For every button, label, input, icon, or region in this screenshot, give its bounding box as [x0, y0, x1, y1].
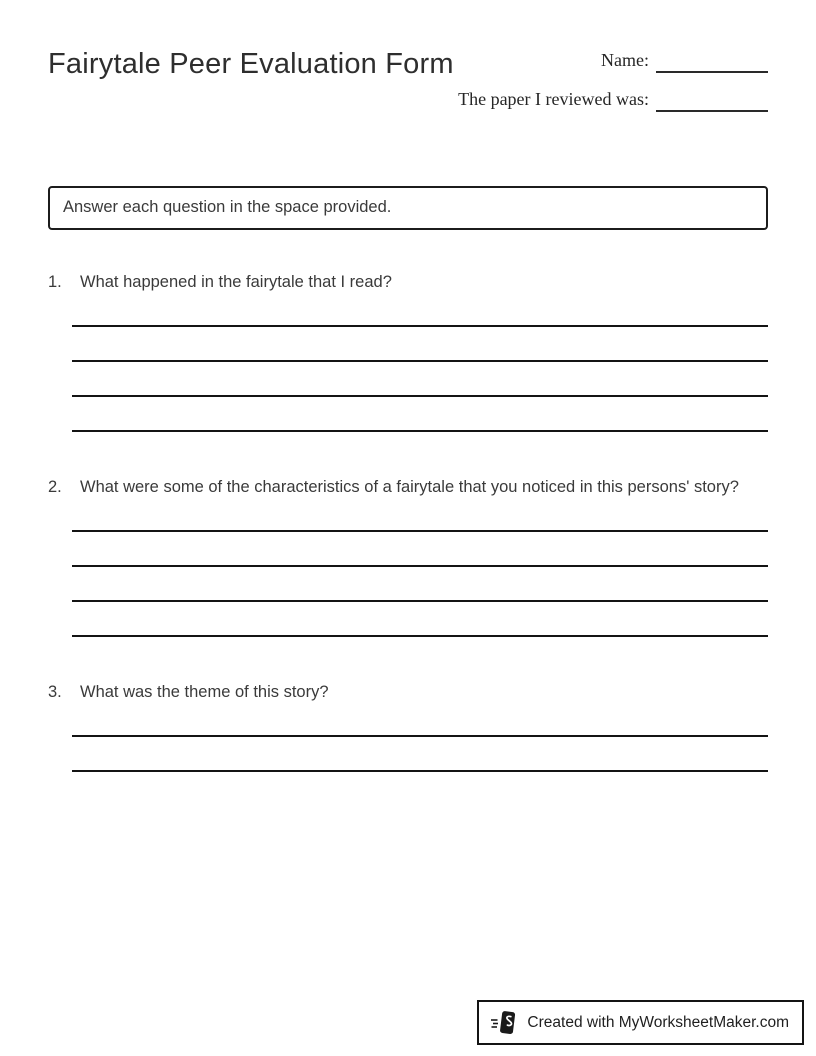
- answer-line[interactable]: [72, 702, 768, 737]
- answer-line[interactable]: [72, 497, 768, 532]
- answer-line[interactable]: [72, 567, 768, 602]
- instruction-text: Answer each question in the space provided.: [63, 198, 392, 216]
- answer-line[interactable]: [72, 602, 768, 637]
- question-row: [48, 680, 768, 704]
- answer-line[interactable]: [72, 292, 768, 327]
- answer-line[interactable]: [72, 737, 768, 772]
- answer-line[interactable]: [72, 397, 768, 432]
- questions-list: [48, 270, 768, 772]
- answer-lines: [72, 292, 768, 432]
- question-block: [48, 475, 768, 637]
- name-block: [458, 50, 768, 128]
- question-block: [48, 270, 768, 432]
- answer-line[interactable]: [72, 362, 768, 397]
- answer-line[interactable]: [72, 532, 768, 567]
- question-number: 3.: [48, 683, 62, 701]
- worksheet-maker-logo-icon: [490, 1009, 518, 1037]
- answer-lines: [72, 497, 768, 637]
- paper-reviewed-label: The paper I reviewed was:: [458, 89, 649, 109]
- question-row: [48, 475, 768, 499]
- name-row: [458, 50, 768, 73]
- question-row: [48, 270, 768, 294]
- answer-line[interactable]: [72, 327, 768, 362]
- question-block: [48, 680, 768, 772]
- header: [48, 44, 768, 128]
- question-number: 2.: [48, 478, 62, 496]
- name-blank-line[interactable]: [656, 55, 768, 73]
- paper-reviewed-blank-line[interactable]: [656, 94, 768, 112]
- instruction-box: [48, 186, 768, 230]
- question-text: What was the theme of this story?: [80, 683, 329, 701]
- credit-box: [477, 1000, 804, 1045]
- question-number: 1.: [48, 273, 62, 291]
- name-label: Name:: [601, 50, 649, 70]
- paper-reviewed-row: [458, 89, 768, 112]
- answer-lines: [72, 702, 768, 772]
- question-text: What happened in the fairytale that I read?: [80, 273, 392, 291]
- page-title: Fairytale Peer Evaluation Form: [48, 48, 454, 80]
- credit-text: Created with MyWorksheetMaker.com: [527, 1013, 789, 1031]
- question-text: What were some of the characteristics of a fairytale that you noticed in this persons' story?: [80, 478, 739, 496]
